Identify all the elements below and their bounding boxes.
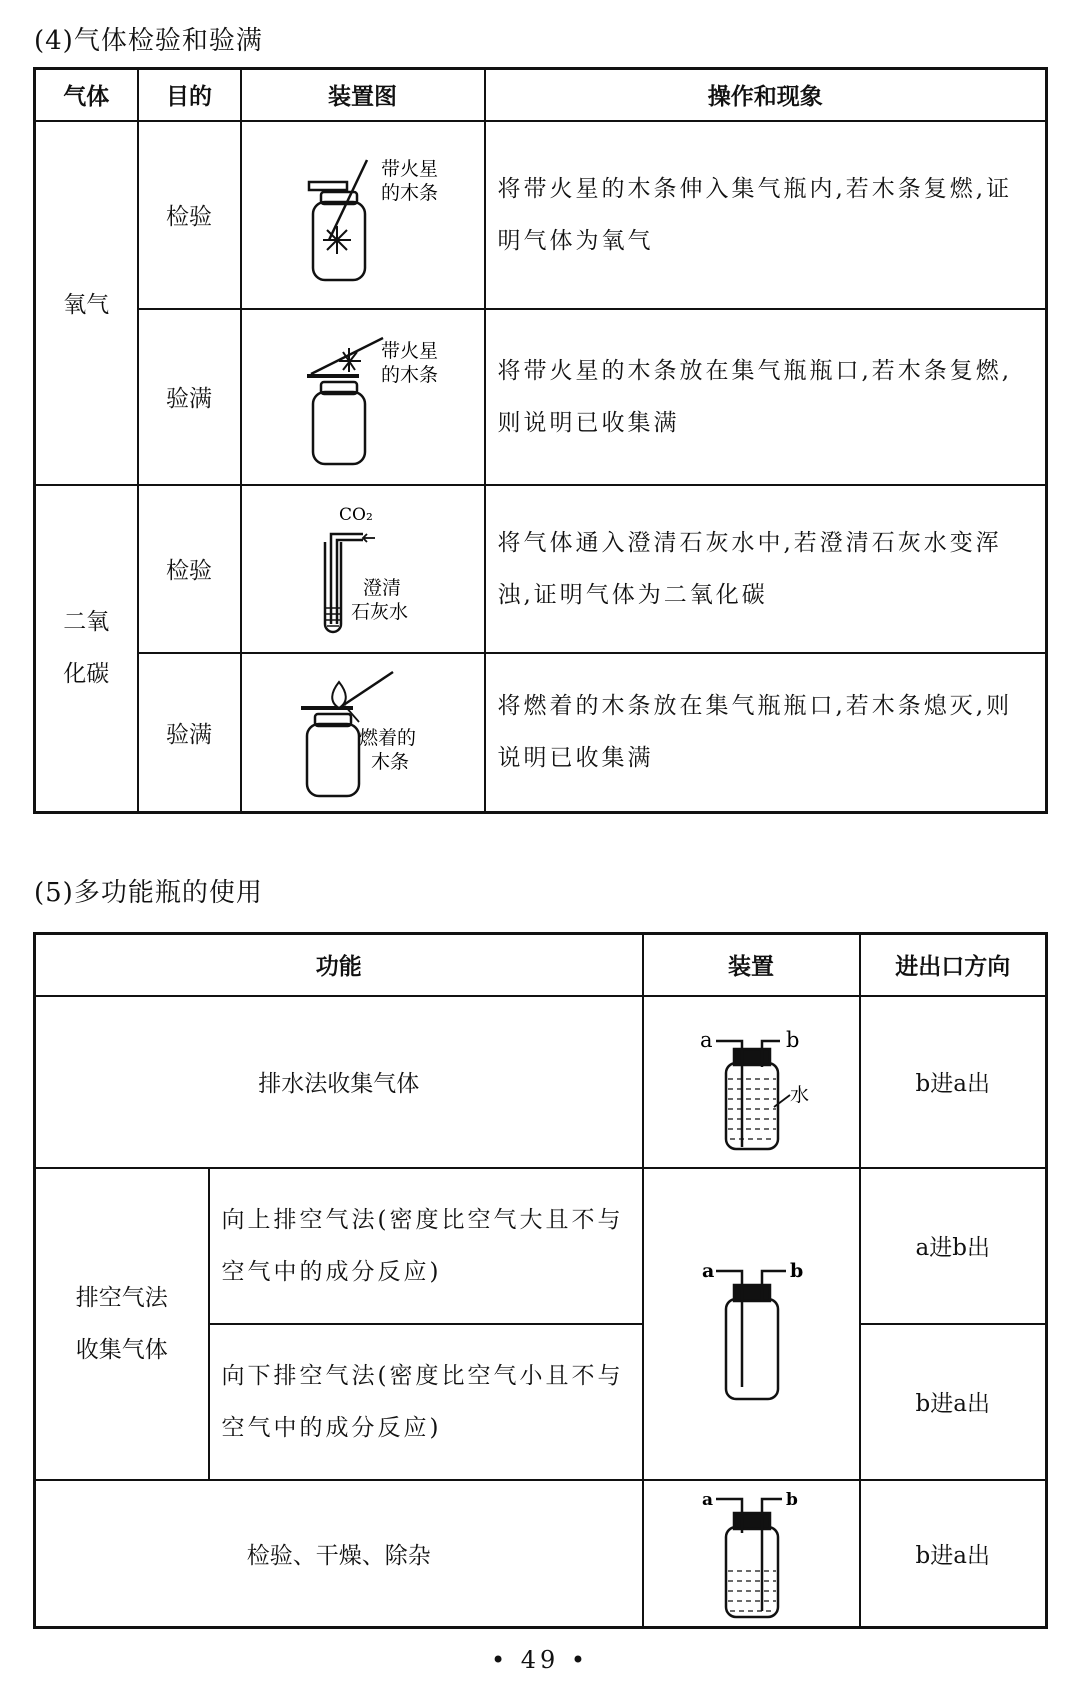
purpose-cell: 验满 xyxy=(138,309,241,485)
header-function: 功能 xyxy=(35,934,643,996)
multi-bottle-table xyxy=(33,932,1048,1629)
oxygen-test-diagram xyxy=(263,140,463,290)
function-cell: 排水法收集气体 xyxy=(35,996,643,1168)
table-row xyxy=(35,653,1047,813)
table-row xyxy=(35,1168,1047,1324)
inlet-a-label: a xyxy=(700,1027,713,1052)
group-cell xyxy=(35,1168,209,1480)
operation-text: 将气体通入澄清石灰水中,若澄清石灰水变浑浊,证明气体为二氧化碳 xyxy=(485,485,1047,653)
inlet-b-label: b xyxy=(786,1027,800,1052)
diagram-label: 石灰水 xyxy=(350,600,408,623)
function-cell: 检验、干燥、除杂 xyxy=(35,1480,643,1628)
co2-full-diagram xyxy=(263,662,463,802)
sub-function-cell: 向上排空气法(密度比空气大且不与空气中的成分反应) xyxy=(209,1168,643,1324)
bottle-icon xyxy=(726,1063,778,1149)
diagram-label: 澄清 xyxy=(362,576,401,599)
diagram-cell xyxy=(643,1480,860,1628)
diagram-label: 木条 xyxy=(370,751,409,774)
bottle-icon xyxy=(726,1299,778,1399)
operation-text: 将带火星的木条放在集气瓶瓶口,若木条复燃,则说明已收集满 xyxy=(485,309,1047,485)
inlet-a-label: a xyxy=(702,1259,715,1282)
section4-title: (4)气体检验和验满 xyxy=(34,26,263,56)
table-row xyxy=(35,1480,1047,1628)
table-row xyxy=(35,309,1047,485)
wash-bottle-diagram xyxy=(656,1483,846,1623)
gas-oxygen: 氧气 xyxy=(35,121,138,485)
test-tube-icon xyxy=(325,542,341,632)
diagram-cell xyxy=(241,309,485,485)
bottle-icon xyxy=(307,724,359,796)
diagram-cell xyxy=(241,485,485,653)
diagram-label: 的木条 xyxy=(380,181,438,204)
inlet-b-label: b xyxy=(790,1259,804,1282)
diagram-label: 燃着的 xyxy=(358,727,416,750)
inlet-a-label: a xyxy=(702,1490,714,1511)
gas-co2 xyxy=(35,485,138,813)
operation-text: 将燃着的木条放在集气瓶瓶口,若木条熄灭,则说明已收集满 xyxy=(485,653,1047,813)
diagram-label: 带火星 xyxy=(380,339,438,362)
sub-function-cell: 向下排空气法(密度比空气小且不与空气中的成分反应) xyxy=(209,1324,643,1480)
direction-cell: b进a出 xyxy=(860,1480,1047,1628)
water-collect-diagram xyxy=(656,1007,846,1157)
header-purpose: 目的 xyxy=(138,69,241,121)
diagram-label: 的木条 xyxy=(380,363,438,386)
page-number: • 49 • xyxy=(490,1646,590,1674)
direction-cell: a进b出 xyxy=(860,1168,1047,1324)
gas-line: 二氧 xyxy=(63,609,110,636)
table-row xyxy=(35,996,1047,1168)
spark-icon xyxy=(323,226,351,254)
direction-cell: b进a出 xyxy=(860,996,1047,1168)
gas-line: 化碳 xyxy=(63,661,110,688)
header-direction: 进出口方向 xyxy=(860,934,1047,996)
bottle-icon xyxy=(726,1527,778,1617)
oxygen-full-diagram xyxy=(263,322,463,472)
air-collect-diagram xyxy=(656,1239,846,1409)
co2-label: CO₂ xyxy=(338,504,373,525)
flame-icon xyxy=(332,682,346,708)
bottle-icon xyxy=(313,392,365,464)
gas-test-table xyxy=(33,67,1048,814)
table-row xyxy=(35,121,1047,309)
header-gas: 气体 xyxy=(35,69,138,121)
section5-title: (5)多功能瓶的使用 xyxy=(34,878,263,908)
group-line: 收集气体 xyxy=(75,1336,168,1363)
co2-test-diagram xyxy=(263,494,463,644)
diagram-cell xyxy=(643,996,860,1168)
inlet-b-label: b xyxy=(786,1490,798,1511)
water-label: 水 xyxy=(790,1083,810,1106)
diagram-cell xyxy=(241,653,485,813)
purpose-cell: 验满 xyxy=(138,653,241,813)
header-device: 装置 xyxy=(643,934,860,996)
table-row xyxy=(35,485,1047,653)
diagram-cell xyxy=(643,1168,860,1480)
direction-cell: b进a出 xyxy=(860,1324,1047,1480)
diagram-label: 带火星 xyxy=(380,157,438,180)
operation-text: 将带火星的木条伸入集气瓶内,若木条复燃,证明气体为氧气 xyxy=(485,121,1047,309)
header-diagram: 装置图 xyxy=(241,69,485,121)
purpose-cell: 检验 xyxy=(138,121,241,309)
header-operation: 操作和现象 xyxy=(485,69,1047,121)
group-line: 排空气法 xyxy=(75,1284,168,1311)
diagram-cell xyxy=(241,121,485,309)
purpose-cell: 检验 xyxy=(138,485,241,653)
